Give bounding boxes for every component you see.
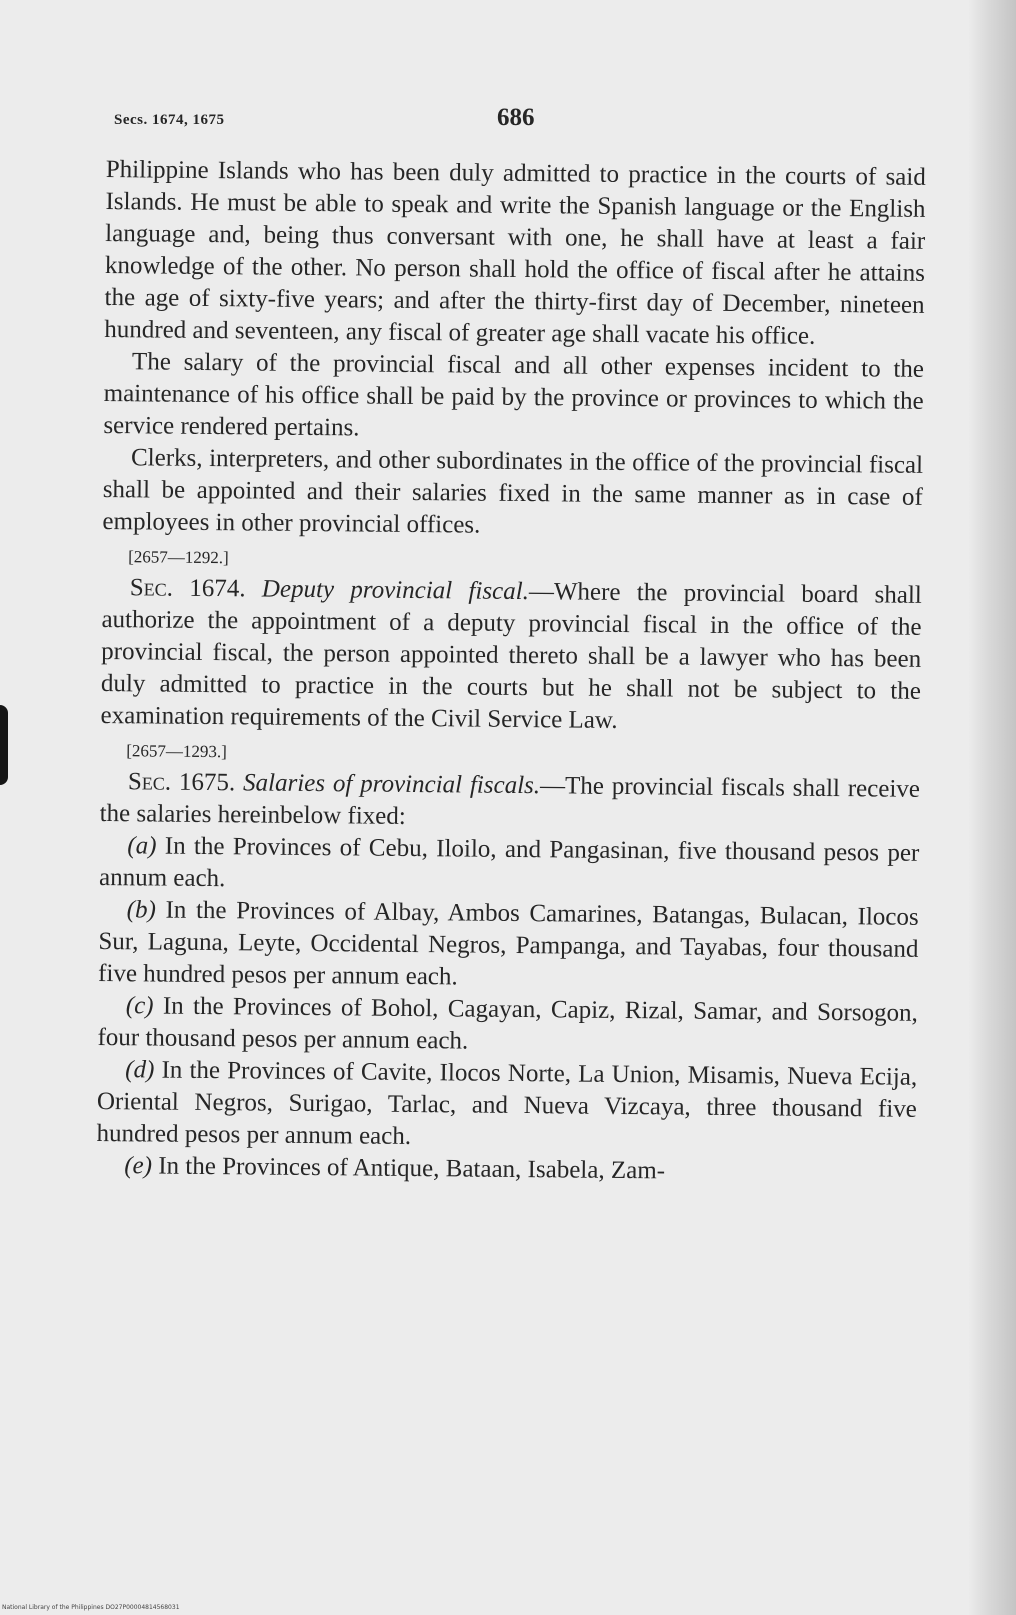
list-text-e: In the Provinces of Antique, Bataan, Isabela, Zam- [151,1152,666,1185]
section-1675-heading: Salaries of provincial fiscals. [242,769,541,800]
list-marker-a: (a) [127,832,157,860]
list-text-d: In the Provinces of Cavite, Ilocos Norte, La Union, Misamis, Nueva Ecija, Oriental Negros, Surigao, Tarlac, and Nueva Vizcaya, three thousand five hundred pesos per annum each. [96,1056,918,1150]
archive-footer: National Library of the Philippines DO27P00004814568031 [2,1604,180,1611]
list-text-b: In the Provinces of Albay, Ambos Camarines, Batangas, Bulacan, Ilocos Sur, Laguna, Leyte, Occidental Negros, Pampanga, and Tayabas, four thousand five hundred pesos per annum each. [98,896,919,991]
running-head [114,104,914,140]
page-body [96,154,926,1190]
section-1674-heading: Deputy provincial fiscal. [261,575,530,606]
section-1675-text: —The provincial fiscals shall receive the salaries hereinbelow fixed: [99,772,921,830]
list-marker-e: (e) [124,1152,153,1180]
list-marker-c: (c) [125,992,154,1020]
binding-tab [0,705,8,785]
section-1675-label: Sec. 1675. [127,768,236,797]
list-marker-d: (d) [125,1056,155,1084]
section-1674-text: —Where the provincial board shall authorize the appointment of a deputy provincial fiscal in the office of the provincial fiscal, the person appointed thereto shall be a lawyer who has been duly admitted to practice in the courts but he shall not be subject to the examination requirements of the Civil Service Law. [100,578,922,734]
paragraph-continuation: Philippine Islands who has been duly admitted to practice in the courts of said Islands. He must be able to speak and write the Spanish language or the English language and, being thus conversant with one, he shall have at least a fair knowledge of the other. No person shall hold the office of fiscal after he attains the age of sixty-five years; and after the thirty-first day of December, nineteen hundred and seventeen, any fiscal of greater age shall vacate his office. [104,155,926,350]
citation-1674: [2657—1292.] [128,547,229,568]
paragraph-clerks: Clerks, interpreters, and other subordinates in the office of the provincial fiscal shall be appointed and their salaries fixed in the same manner as in case of employees in other provincial offices. [102,444,924,539]
list-text-c: In the Provinces of Bohol, Cagayan, Capiz, Rizal, Samar, and Sorsogon, four thousand pesos per annum each. [97,992,918,1055]
list-marker-b: (b) [126,896,157,924]
section-reference: Secs. 1674, 1675 [114,112,225,128]
citation-1675: [2657—1293.] [126,741,227,762]
page-edge-shadow [968,0,1016,1615]
section-1675 [100,766,921,838]
list-text-a: In the Provinces of Cebu, Iloilo, and Pangasinan, five thousand pesos per annum each. [98,832,920,893]
list-item-e [96,1150,916,1190]
list-item-c [97,990,918,1062]
list-item-a [99,830,920,902]
paragraph-salary: The salary of the provincial fiscal and all other expenses incident to the maintenance of his office shall be paid by the province or provinces to which the service rendered pertains. [103,348,925,442]
list-item-d [96,1054,917,1158]
page-number: 686 [497,104,535,131]
section-1674 [100,572,921,740]
section-1674-label: Sec. 1674. [129,574,246,603]
list-item-b [98,894,919,998]
